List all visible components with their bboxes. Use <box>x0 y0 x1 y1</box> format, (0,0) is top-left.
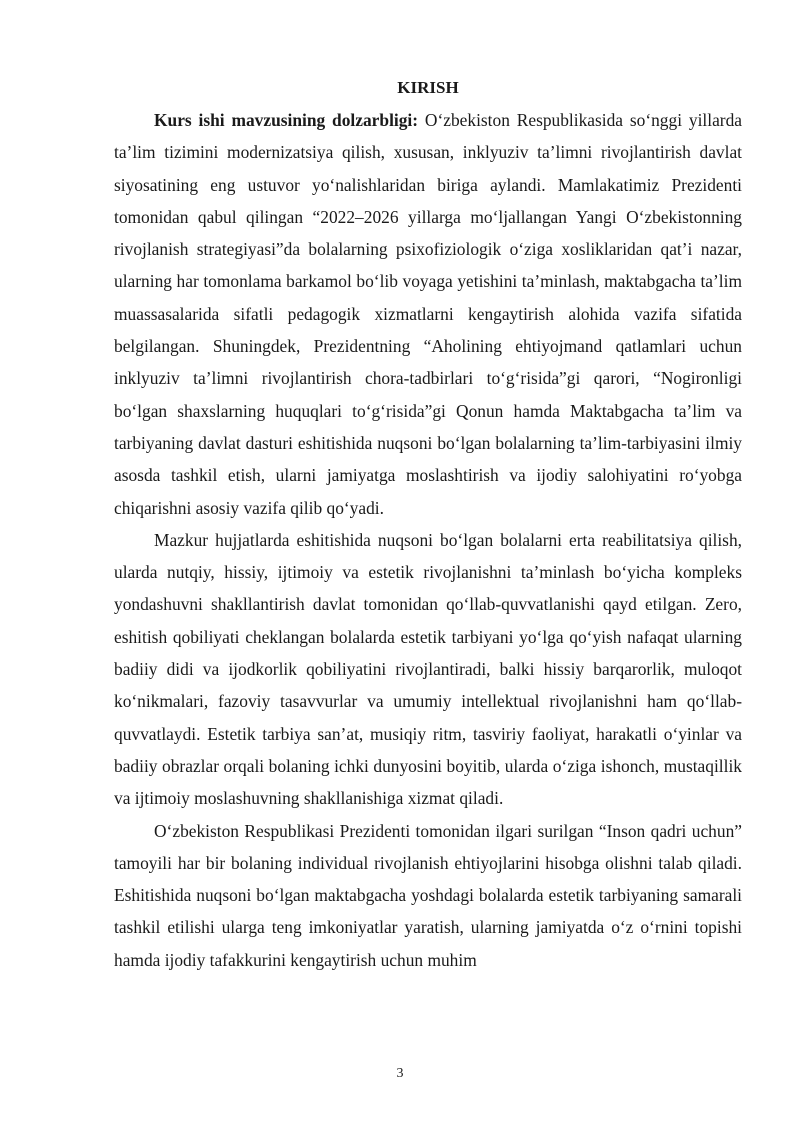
section-heading: KIRISH <box>397 78 459 97</box>
paragraph-text: Mazkur hujjatlarda eshitishida nuqsoni bo‘lgan bolalarni erta reabilitatsiya qilish, ularda nutqiy, hissiy, ijtimoiy va estetik rivojlanishni ta’minlash bo‘yicha kompleks yondashuvni shakllantirish davlat tomonidan qo‘llab-quvvatlanishi qayd etilgan. Zero, eshitish qobiliyati cheklangan bolalarda estetik tarbiyani yo‘lga qo‘yish nafaqat ularning badiiy didi va ijodkorlik qobiliyatini rivojlantiradi, balki hissiy barqarorlik, muloqot ko‘nikmalari, fazoviy tasavvurlar va umumiy intellektual rivojlanishni ham qo‘llab-quvvatlaydi. Estetik tarbiya san’at, musiqiy ritm, tasviriy faoliyat, harakatli o‘yinlar va badiiy obrazlar orqali bolaning ichki dunyosini boyitib, ularda o‘ziga ishonch, mustaqillik va ijtimoiy moslashuvning shakllanishiga xizmat qiladi. <box>114 529 742 809</box>
paragraph-3 <box>114 815 742 976</box>
paragraph-1 <box>114 104 742 524</box>
document-body <box>114 72 742 976</box>
paragraph-2 <box>114 524 742 815</box>
paragraph-lead: Kurs ishi mavzusining dolzarbligi: <box>154 110 419 130</box>
paragraph-text: O‘zbekiston Respublikasi Prezidenti tomonidan ilgari surilgan “Inson qadri uchun” tamoyili har bir bolaning individual rivojlanish ehtiyojlarini hisobga olishni talab qiladi. Eshitishida nuqsoni bo‘lgan maktabgacha yoshdagi bolalarda estetik tarbiyaning samarali tashkil etilishi ularga teng imkoniyatlar yaratish, ularning jamiyatda o‘z o‘rnini topishi hamda ijodiy tafakkurini kengaytirish uchun muhim <box>114 820 742 970</box>
page-number: 3 <box>396 1066 404 1081</box>
paragraph-text: O‘zbekiston Respublikasida so‘nggi yillarda ta’lim tizimini modernizatsiya qilish, xususan, inklyuziv ta’limni rivojlantirish davlat siyosatining eng ustuvor yo‘nalishlaridan biriga aylandi. Mamlakatimiz Prezidenti tomonidan qabul qilingan “2022–2026 yillarga mo‘ljallangan Yangi O‘zbekistonning rivojlanish strategiyasi”da bolalarning psixofiziologik o‘ziga xosliklaridan qat’i nazar, ularning har tomonlama barkamol bo‘lib voyaga yetishini ta’minlash, maktabgacha ta’lim muassasalarida sifatli pedagogik xizmatlarni kengaytirish alohida vazifa sifatida belgilangan. Shuningdek, Prezidentning “Aholining ehtiyojmand qatlamlari uchun inklyuziv ta’limni rivojlantirish chora-tadbirlari to‘g‘risida”gi qarori, “Nogironligi bo‘lgan shaxslarning huquqlari to‘g‘risida”gi Qonun hamda Maktabgacha ta’lim va tarbiyaning davlat dasturi eshitishida nuqsoni bo‘lgan bolalarning ta’lim-tarbiyasini ilmiy asosda tashkil etish, ularni jamiyatga moslashtirish va ijodiy salohiyatini ro‘yobga chiqarishni asosiy vazifa qilib qo‘yadi. <box>114 110 742 518</box>
